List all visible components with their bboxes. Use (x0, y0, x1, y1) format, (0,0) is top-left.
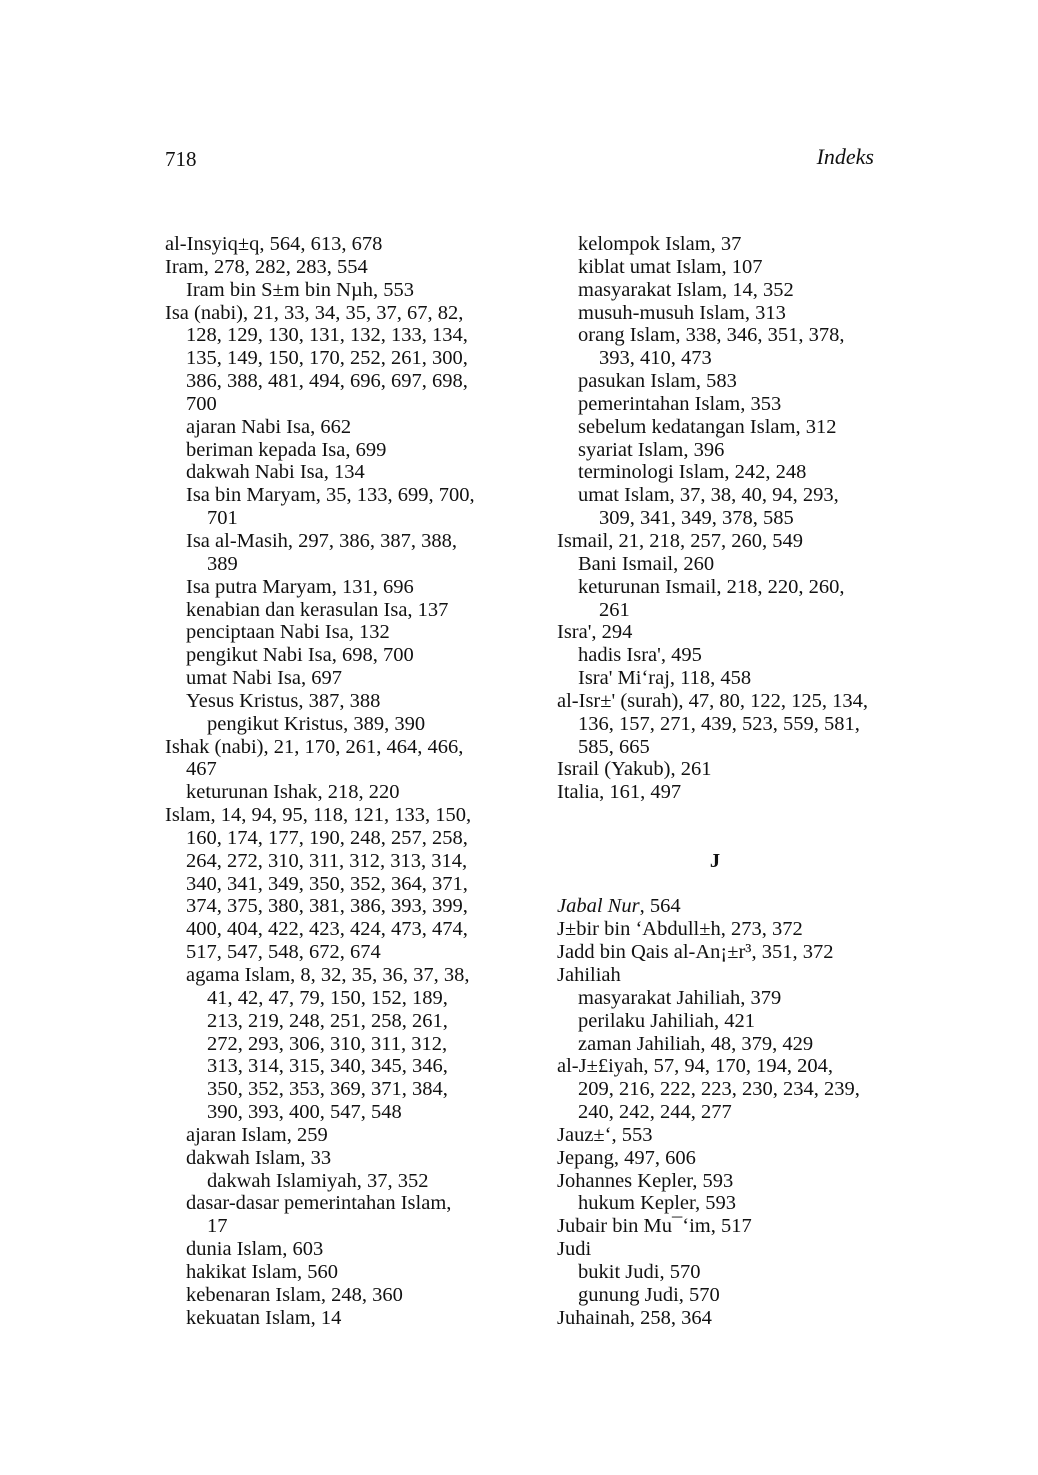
index-subentry: kelompok Islam, 37 (578, 233, 742, 255)
index-subentry: masyarakat Jahiliah, 379 (578, 986, 782, 1009)
index-column-left (165, 233, 495, 1330)
index-subentry: 41, 42, 47, 79, 150, 152, 189, (207, 986, 448, 1009)
index-subentry: masyarakat Islam, 14, 352 (578, 278, 794, 301)
index-subentry: orang Islam, 338, 346, 351, 378, (578, 324, 845, 347)
index-subentry: terminologi Islam, 242, 248 (578, 461, 807, 484)
index-subentry: 374, 375, 380, 381, 386, 393, 399, (186, 895, 468, 918)
index-entry-term: Jabal Nur (557, 895, 640, 918)
index-subentry: kebenaran Islam, 248, 360 (186, 1283, 403, 1306)
index-subentry: 309, 341, 349, 378, 585 (599, 507, 794, 530)
index-subentry: pasukan Islam, 583 (578, 370, 737, 393)
index-subentry: 400, 404, 422, 423, 424, 473, 474, (186, 918, 468, 941)
index-subentry: 517, 547, 548, 672, 674 (186, 941, 381, 964)
index-subentry: 389 (207, 552, 238, 575)
index-column-right (557, 233, 887, 1330)
index-subentry: dakwah Islam, 33 (186, 1146, 332, 1169)
index-entry: Johannes Kepler, 593 (557, 1169, 734, 1192)
index-subentry: pemerintahan Islam, 353 (578, 392, 782, 415)
index-subentry: gunung Judi, 570 (578, 1283, 720, 1306)
index-subentry: 386, 388, 481, 494, 696, 697, 698, (186, 370, 468, 393)
index-entry: al-Isr±' (surah), 47, 80, 122, 125, 134, (557, 689, 869, 712)
index-subentry: 135, 149, 150, 170, 252, 261, 300, (186, 347, 468, 370)
index-subentry: hakikat Islam, 560 (186, 1260, 339, 1283)
page-number: 718 (165, 147, 197, 171)
index-subentry: dasar-dasar pemerintahan Islam, (186, 1192, 452, 1215)
index-subentry: penciptaan Nabi Isa, 132 (186, 621, 390, 644)
index-subentry: keturunan Ismail, 218, 220, 260, (578, 575, 845, 598)
index-subentry: 700 (186, 392, 217, 415)
index-subentry: 350, 352, 353, 369, 371, 384, (207, 1078, 448, 1101)
index-subentry: 467 (186, 758, 217, 781)
index-entry: Italia, 161, 497 (557, 781, 682, 804)
index-subentry: ajaran Nabi Isa, 662 (186, 415, 352, 438)
index-subentry: 390, 393, 400, 547, 548 (207, 1101, 402, 1124)
index-entry (557, 895, 887, 918)
index-entry: Ismail, 21, 218, 257, 260, 549 (557, 529, 803, 552)
index-subentry: dunia Islam, 603 (186, 1238, 324, 1261)
index-subentry: hadis Isra', 495 (578, 644, 702, 667)
index-subentry: ajaran Islam, 259 (186, 1123, 328, 1146)
index-subentry: 240, 242, 244, 277 (578, 1101, 732, 1124)
index-subentry: zaman Jahiliah, 48, 379, 429 (578, 1032, 814, 1055)
index-subentry: bukit Judi, 570 (578, 1260, 701, 1283)
index-entry: Judi (557, 1238, 592, 1261)
index-subentry: kekuatan Islam, 14 (186, 1306, 342, 1329)
index-entry: J±bir bin ‘Abdull±h, 273, 372 (557, 918, 803, 941)
index-subentry: 340, 341, 349, 350, 352, 364, 371, (186, 872, 468, 895)
index-subentry: hukum Kepler, 593 (578, 1192, 737, 1215)
index-subentry: Isa bin Maryam, 35, 133, 699, 700, (186, 484, 475, 507)
index-subentry: sebelum kedatangan Islam, 312 (578, 415, 837, 438)
index-subentry: 128, 129, 130, 131, 132, 133, 134, (186, 324, 468, 347)
index-subentry: 393, 410, 473 (599, 347, 712, 370)
index-entry: Juhainah, 258, 364 (557, 1306, 712, 1329)
index-subentry: 136, 157, 271, 439, 523, 559, 581, (578, 712, 860, 735)
index-entry: Jauz±‘, 553 (557, 1123, 653, 1146)
index-entry: Jubair bin Mu¯‘im, 517 (557, 1215, 752, 1238)
index-subentry: Isa al-Masih, 297, 386, 387, 388, (186, 529, 458, 552)
index-entry: Isa (nabi), 21, 33, 34, 35, 37, 67, 82, (165, 301, 464, 324)
spacer (557, 873, 887, 896)
index-subentry: 160, 174, 177, 190, 248, 257, 258, (186, 826, 468, 849)
index-subentry: pengikut Kristus, 389, 390 (207, 712, 426, 735)
spacer (557, 827, 887, 850)
index-entry: Jepang, 497, 606 (557, 1146, 696, 1169)
index-entry: Isra', 294 (557, 621, 633, 644)
index-subentry: 209, 216, 222, 223, 230, 234, 239, (578, 1078, 860, 1101)
index-entry: Israil (Yakub), 261 (557, 758, 712, 781)
running-title: Indeks (816, 144, 874, 169)
index-entry: Jahiliah (557, 964, 621, 986)
spacer (557, 804, 887, 827)
index-subentry: 261 (599, 598, 630, 621)
index-subentry: Iram bin S±m bin Nµh, 553 (186, 278, 415, 301)
section-letter-heading: J (709, 849, 721, 872)
index-entry: Islam, 14, 94, 95, 118, 121, 133, 150, (165, 804, 472, 827)
index-subentry: dakwah Islamiyah, 37, 352 (207, 1169, 429, 1192)
index-subentry: 701 (207, 507, 238, 530)
index-subentry: agama Islam, 8, 32, 35, 36, 37, 38, (186, 964, 470, 986)
index-subentry: beriman kepada Isa, 699 (186, 438, 387, 461)
index-entry: al-Insyiq±q, 564, 613, 678 (165, 233, 383, 255)
index-subentry: 264, 272, 310, 311, 312, 313, 314, (186, 849, 468, 872)
index-subentry: Yesus Kristus, 387, 388 (186, 689, 381, 712)
index-subentry: 17 (207, 1215, 228, 1238)
index-subentry: Isa putra Maryam, 131, 696 (186, 575, 414, 598)
index-entry: Ishak (nabi), 21, 170, 261, 464, 466, (165, 735, 464, 758)
index-subentry: perilaku Jahiliah, 421 (578, 1009, 756, 1032)
index-subentry: 213, 219, 248, 251, 258, 261, (207, 1009, 448, 1032)
index-subentry: Bani Ismail, 260 (578, 552, 715, 575)
index-subentry: syariat Islam, 396 (578, 438, 725, 461)
index-entry: Jadd bin Qais al-An¡±r³, 351, 372 (557, 941, 834, 964)
index-subentry: pengikut Nabi Isa, 698, 700 (186, 644, 414, 667)
index-subentry: musuh-musuh Islam, 313 (578, 301, 786, 324)
index-entry-pages: , 564 (639, 895, 681, 918)
index-subentry: Isra' Mi‘raj, 118, 458 (578, 667, 752, 690)
index-subentry: keturunan Ishak, 218, 220 (186, 781, 400, 804)
index-entry: al-J±£iyah, 57, 94, 170, 194, 204, (557, 1055, 834, 1078)
index-subentry: umat Nabi Isa, 697 (186, 667, 342, 690)
index-subentry: 313, 314, 315, 340, 345, 346, (207, 1055, 448, 1078)
index-subentry: dakwah Nabi Isa, 134 (186, 461, 365, 484)
index-entry: Iram, 278, 282, 283, 554 (165, 255, 368, 278)
index-subentry: kenabian dan kerasulan Isa, 137 (186, 598, 449, 621)
index-subentry: kiblat umat Islam, 107 (578, 255, 763, 278)
index-subentry: 585, 665 (578, 735, 650, 758)
index-subentry: umat Islam, 37, 38, 40, 94, 293, (578, 484, 839, 507)
index-subentry: 272, 293, 306, 310, 311, 312, (207, 1032, 448, 1055)
